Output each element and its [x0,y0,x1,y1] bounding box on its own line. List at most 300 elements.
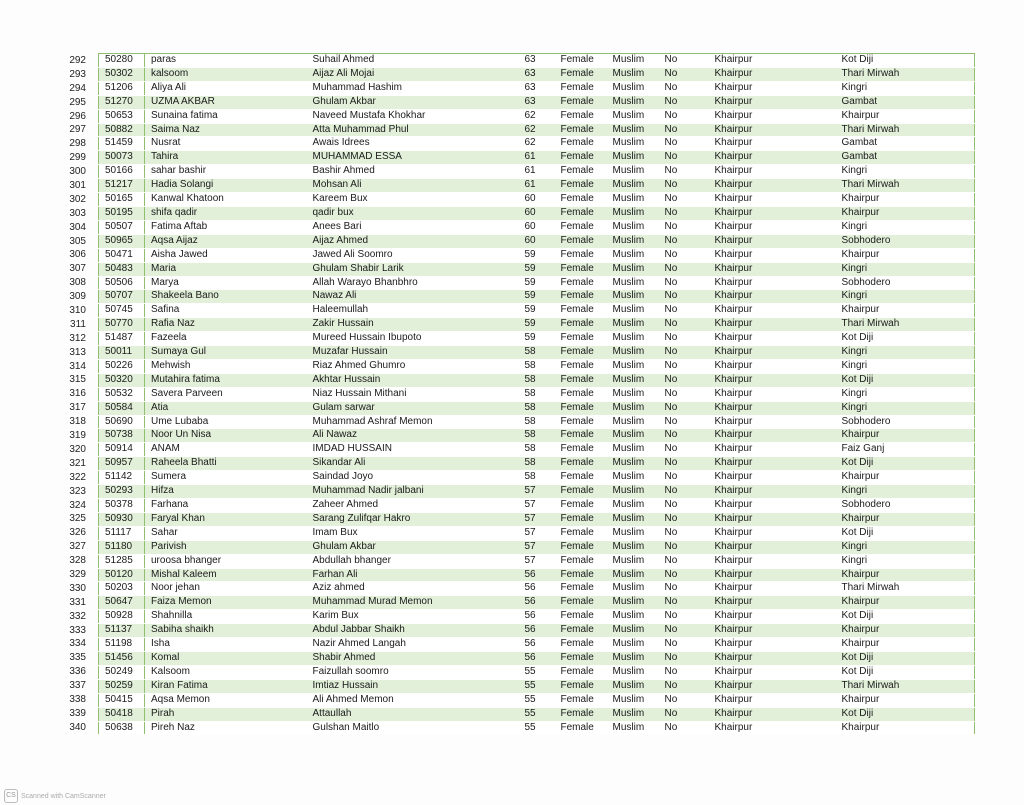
cell-taluka: Kot Diji [836,457,975,471]
cell-reg: 51206 [99,81,145,95]
serial-number: 293 [69,68,86,80]
serial-number: 313 [69,346,86,358]
serial-number: 305 [69,235,86,247]
serial-number: 323 [69,485,86,497]
cell-marks: 57 [519,499,555,513]
cell-reg: 50930 [99,512,145,526]
cell-taluka: Kingri [836,290,975,304]
cell-father: Zaheer Ahmed [307,499,519,513]
cell-gender: Female [555,220,607,234]
cell-taluka: Sobhodero [836,234,975,248]
cell-name: Aqsa Memon [145,693,307,707]
cell-district: Khairpur [709,554,836,568]
cell-religion: Muslim [607,499,659,513]
cell-religion: Muslim [607,651,659,665]
cell-taluka: Khairpur [836,624,975,638]
cell-reg: 50483 [99,262,145,276]
serial-number: 308 [69,277,86,289]
cell-father: Atta Muhammad Phul [307,123,519,137]
cell-name: sahar bashir [145,165,307,179]
table-row [99,457,975,471]
cell-taluka: Kingri [836,165,975,179]
cell-disability: No [659,693,709,707]
cell-father: Attaullah [307,707,519,721]
cell-taluka: Kot Diji [836,651,975,665]
cell-disability: No [659,721,709,735]
cell-gender: Female [555,95,607,109]
cell-religion: Muslim [607,429,659,443]
cell-district: Khairpur [709,512,836,526]
cell-reg: 50965 [99,234,145,248]
cell-religion: Muslim [607,485,659,499]
cell-marks: 63 [519,54,555,68]
cell-marks: 59 [519,248,555,262]
cell-religion: Muslim [607,165,659,179]
cell-disability: No [659,485,709,499]
cell-gender: Female [555,610,607,624]
cell-taluka: Kot Diji [836,373,975,387]
cell-district: Khairpur [709,123,836,137]
cell-name: Kalsoom [145,665,307,679]
table-row [99,415,975,429]
cell-religion: Muslim [607,67,659,81]
cell-disability: No [659,401,709,415]
cell-marks: 58 [519,373,555,387]
cell-gender: Female [555,540,607,554]
cell-disability: No [659,471,709,485]
serial-number: 312 [69,332,86,344]
cell-father: Bashir Ahmed [307,165,519,179]
cell-taluka: Kingri [836,81,975,95]
cell-marks: 59 [519,262,555,276]
cell-religion: Muslim [607,81,659,95]
cell-name: Marya [145,276,307,290]
cell-reg: 50226 [99,359,145,373]
cell-disability: No [659,568,709,582]
table-row [99,67,975,81]
table-row [99,665,975,679]
cell-father: Jawed Ali Soomro [307,248,519,262]
cell-name: Sahar [145,526,307,540]
cell-taluka: Khairpur [836,693,975,707]
cell-disability: No [659,512,709,526]
student-list-table [98,53,975,735]
cell-gender: Female [555,485,607,499]
serial-number: 311 [70,318,86,330]
serial-number: 333 [69,624,86,636]
cell-name: Sumaya Gul [145,346,307,360]
cell-district: Khairpur [709,95,836,109]
cell-marks: 56 [519,610,555,624]
serial-number: 329 [69,568,86,580]
cell-taluka: Khairpur [836,248,975,262]
cell-reg: 50073 [99,151,145,165]
cell-marks: 63 [519,81,555,95]
cell-reg: 50507 [99,220,145,234]
table-row [99,624,975,638]
cell-taluka: Kot Diji [836,54,975,68]
cell-disability: No [659,332,709,346]
cell-district: Khairpur [709,165,836,179]
table-row [99,304,975,318]
cell-religion: Muslim [607,373,659,387]
cell-marks: 62 [519,109,555,123]
cell-name: Mutahira fatima [145,373,307,387]
cell-gender: Female [555,373,607,387]
table-row [99,137,975,151]
cell-district: Khairpur [709,346,836,360]
cell-reg: 50532 [99,387,145,401]
cell-religion: Muslim [607,624,659,638]
serial-number: 304 [69,221,86,233]
cell-disability: No [659,193,709,207]
cell-religion: Muslim [607,526,659,540]
cell-marks: 62 [519,137,555,151]
cell-name: ANAM [145,443,307,457]
cell-father: Mureed Hussain Ibupoto [307,332,519,346]
cell-name: Sunaina fatima [145,109,307,123]
cell-gender: Female [555,638,607,652]
cell-reg: 50745 [99,304,145,318]
cell-father: Sikandar Ali [307,457,519,471]
cell-name: shifa qadir [145,206,307,220]
cell-taluka: Kot Diji [836,665,975,679]
cell-taluka: Khairpur [836,193,975,207]
cell-gender: Female [555,401,607,415]
cell-district: Khairpur [709,526,836,540]
cell-marks: 63 [519,67,555,81]
cell-father: Nazir Ahmed Langah [307,638,519,652]
cell-taluka: Sobhodero [836,499,975,513]
cell-father: Anees Bari [307,220,519,234]
cell-disability: No [659,554,709,568]
cell-name: Nusrat [145,137,307,151]
cell-district: Khairpur [709,624,836,638]
cell-reg: 50471 [99,248,145,262]
serial-number: 325 [69,513,86,525]
cell-name: Isha [145,638,307,652]
table-row [99,582,975,596]
cell-reg: 50280 [99,54,145,68]
cell-marks: 60 [519,193,555,207]
cell-taluka: Thari Mirwah [836,582,975,596]
cell-father: qadir bux [307,206,519,220]
cell-taluka: Kingri [836,485,975,499]
cell-name: uroosa bhanger [145,554,307,568]
cell-reg: 50418 [99,707,145,721]
cell-district: Khairpur [709,179,836,193]
cell-marks: 57 [519,540,555,554]
serial-number: 300 [69,166,86,178]
cell-disability: No [659,54,709,68]
cell-district: Khairpur [709,582,836,596]
table-row [99,123,975,137]
table-row [99,276,975,290]
cell-gender: Female [555,359,607,373]
cell-disability: No [659,262,709,276]
cell-father: Imam Bux [307,526,519,540]
cell-disability: No [659,95,709,109]
cell-marks: 58 [519,346,555,360]
cell-marks: 63 [519,95,555,109]
cell-taluka: Khairpur [836,512,975,526]
cell-name: Raheela Bhatti [145,457,307,471]
cell-reg: 50928 [99,610,145,624]
cell-gender: Female [555,512,607,526]
cell-name: Mehwish [145,359,307,373]
cell-taluka: Khairpur [836,568,975,582]
cell-reg: 50957 [99,457,145,471]
cell-name: Rafia Naz [145,318,307,332]
cell-name: paras [145,54,307,68]
cell-father: IMDAD HUSSAIN [307,443,519,457]
cell-marks: 55 [519,693,555,707]
cell-religion: Muslim [607,443,659,457]
cell-district: Khairpur [709,81,836,95]
cell-reg: 50770 [99,318,145,332]
cell-taluka: Khairpur [836,206,975,220]
cell-name: Shahnilla [145,610,307,624]
serial-number: 317 [69,402,86,414]
cell-disability: No [659,651,709,665]
cell-taluka: Khairpur [836,109,975,123]
serial-number: 334 [69,638,86,650]
cell-disability: No [659,624,709,638]
table-row [99,151,975,165]
cell-marks: 61 [519,179,555,193]
cell-taluka: Kingri [836,220,975,234]
cell-district: Khairpur [709,318,836,332]
cell-father: Aijaz Ahmed [307,234,519,248]
cell-district: Khairpur [709,387,836,401]
cell-district: Khairpur [709,276,836,290]
cell-taluka: Khairpur [836,471,975,485]
cell-name: Aliya Ali [145,81,307,95]
table-row [99,95,975,109]
table-row [99,387,975,401]
cell-reg: 51270 [99,95,145,109]
cell-taluka: Khairpur [836,638,975,652]
cell-district: Khairpur [709,206,836,220]
cell-district: Khairpur [709,234,836,248]
cell-reg: 50259 [99,679,145,693]
cell-name: Ume Lubaba [145,415,307,429]
cell-religion: Muslim [607,151,659,165]
cell-father: Awais Idrees [307,137,519,151]
cell-marks: 55 [519,679,555,693]
cell-reg: 51459 [99,137,145,151]
cell-marks: 56 [519,624,555,638]
cell-disability: No [659,638,709,652]
cell-reg: 51142 [99,471,145,485]
table-row [99,234,975,248]
cell-reg: 50293 [99,485,145,499]
cell-district: Khairpur [709,193,836,207]
table-row [99,471,975,485]
cell-district: Khairpur [709,679,836,693]
cell-name: Noor Un Nisa [145,429,307,443]
cell-name: Atia [145,401,307,415]
cell-father: Akhtar Hussain [307,373,519,387]
cell-district: Khairpur [709,707,836,721]
cell-marks: 56 [519,568,555,582]
cell-gender: Female [555,443,607,457]
table-row [99,610,975,624]
cell-taluka: Gambat [836,95,975,109]
cell-reg: 50707 [99,290,145,304]
serial-number: 319 [69,430,86,442]
cell-district: Khairpur [709,457,836,471]
cell-disability: No [659,359,709,373]
cell-marks: 60 [519,206,555,220]
cell-district: Khairpur [709,304,836,318]
table-row [99,81,975,95]
cell-religion: Muslim [607,332,659,346]
cell-religion: Muslim [607,387,659,401]
cell-taluka: Kot Diji [836,610,975,624]
cell-gender: Female [555,276,607,290]
cell-marks: 55 [519,707,555,721]
cell-disability: No [659,346,709,360]
cell-gender: Female [555,332,607,346]
cell-district: Khairpur [709,540,836,554]
cell-father: Shabir Ahmed [307,651,519,665]
cell-father: Niaz Hussain Mithani [307,387,519,401]
cell-marks: 58 [519,387,555,401]
cell-father: Saindad Joyo [307,471,519,485]
cell-religion: Muslim [607,54,659,68]
cell-father: Faizullah soomro [307,665,519,679]
table-row [99,651,975,665]
cell-religion: Muslim [607,318,659,332]
cell-reg: 50378 [99,499,145,513]
serial-number: 315 [69,374,86,386]
cell-gender: Female [555,665,607,679]
table-row [99,262,975,276]
table-row [99,373,975,387]
table-row [99,526,975,540]
cell-gender: Female [555,582,607,596]
cell-reg: 51137 [99,624,145,638]
cell-religion: Muslim [607,401,659,415]
cell-district: Khairpur [709,443,836,457]
cell-father: Aijaz Ali Mojai [307,67,519,81]
cell-father: Ghulam Akbar [307,95,519,109]
serial-number: 309 [69,291,86,303]
cell-district: Khairpur [709,220,836,234]
cell-reg: 51117 [99,526,145,540]
cell-district: Khairpur [709,248,836,262]
cell-reg: 50914 [99,443,145,457]
cell-religion: Muslim [607,582,659,596]
cell-gender: Female [555,651,607,665]
cell-district: Khairpur [709,596,836,610]
cell-religion: Muslim [607,568,659,582]
table-row [99,179,975,193]
cell-reg: 50203 [99,582,145,596]
cell-father: Kareem Bux [307,193,519,207]
cell-religion: Muslim [607,137,659,151]
cell-father: Nawaz Ali [307,290,519,304]
cell-name: Mishal Kaleem [145,568,307,582]
serial-number: 316 [69,388,86,400]
cell-taluka: Thari Mirwah [836,679,975,693]
cell-father: Gulshan Maitlo [307,721,519,735]
cell-disability: No [659,610,709,624]
cell-district: Khairpur [709,151,836,165]
cell-gender: Female [555,290,607,304]
cell-marks: 56 [519,582,555,596]
cell-father: Allah Warayo Bhanbhro [307,276,519,290]
cell-district: Khairpur [709,651,836,665]
cell-disability: No [659,206,709,220]
cell-gender: Female [555,179,607,193]
cell-district: Khairpur [709,610,836,624]
cell-name: Hadia Solangi [145,179,307,193]
cell-marks: 56 [519,638,555,652]
cell-religion: Muslim [607,276,659,290]
cell-religion: Muslim [607,206,659,220]
cell-reg: 50647 [99,596,145,610]
cell-name: kalsoom [145,67,307,81]
cell-father: Imtiaz Hussain [307,679,519,693]
cell-district: Khairpur [709,665,836,679]
cell-name: Farhana [145,499,307,513]
cell-religion: Muslim [607,471,659,485]
cell-district: Khairpur [709,568,836,582]
serial-number: 297 [69,124,86,136]
cell-taluka: Gambat [836,137,975,151]
cell-gender: Female [555,165,607,179]
cell-religion: Muslim [607,346,659,360]
cell-gender: Female [555,304,607,318]
cell-taluka: Khairpur [836,721,975,735]
cell-name: Maria [145,262,307,276]
cell-father: Ghulam Akbar [307,540,519,554]
cell-father: Muzafar Hussain [307,346,519,360]
cell-marks: 58 [519,457,555,471]
cell-father: Farhan Ali [307,568,519,582]
cell-name: Parivish [145,540,307,554]
table-row [99,693,975,707]
cell-gender: Female [555,499,607,513]
cell-name: Kanwal Khatoon [145,193,307,207]
cell-reg: 50302 [99,67,145,81]
cell-taluka: Khairpur [836,596,975,610]
cell-gender: Female [555,415,607,429]
cell-father: Naveed Mustafa Khokhar [307,109,519,123]
cell-father: Abdul Jabbar Shaikh [307,624,519,638]
cell-marks: 57 [519,512,555,526]
serial-number: 314 [69,360,86,372]
serial-number: 336 [69,666,86,678]
table-row [99,499,975,513]
cell-disability: No [659,526,709,540]
cell-gender: Female [555,568,607,582]
table-row [99,359,975,373]
cell-father: Karim Bux [307,610,519,624]
cell-taluka: Kingri [836,540,975,554]
cell-marks: 55 [519,665,555,679]
cell-gender: Female [555,346,607,360]
serial-number: 328 [69,555,86,567]
serial-number: 338 [69,693,86,705]
table-row [99,193,975,207]
serial-number: 296 [69,110,86,122]
cell-name: UZMA AKBAR [145,95,307,109]
cell-name: Fatima Aftab [145,220,307,234]
cell-disability: No [659,373,709,387]
